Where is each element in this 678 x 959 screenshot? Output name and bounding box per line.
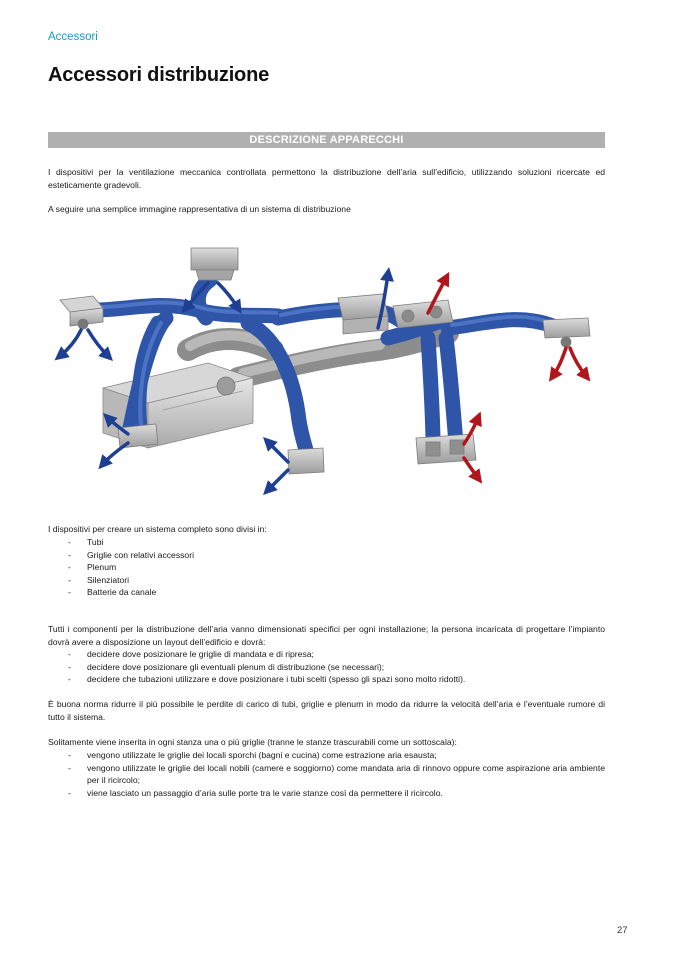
list-item: - decidere che tubazioni utilizzare e dove posizionare i tubi scelti (spesso gli spazi sono molto ridotti).	[68, 673, 605, 686]
list-item: - Plenum	[68, 561, 568, 574]
section-breadcrumb[interactable]: Accessori	[48, 31, 98, 43]
list-item: - Tubi	[68, 536, 568, 549]
sizing-list	[68, 648, 605, 686]
plenum-box	[543, 318, 590, 347]
components-list	[68, 536, 568, 599]
sizing-paragraph: Tutti i componenti per la distribuzione dell’aria vanno dimensionati specifici per ogni installazione; la persona incaricata di progettare l’impianto dovrà avere a disposizione un layout dell’edificio e dovrà:	[48, 624, 605, 647]
list-item: - Silenziatori	[68, 574, 568, 587]
pressure-loss-paragraph: È buona norma ridurre il più possibile le perdite di carico di tubi, griglie e plenum in modo da ridurre la velocità dell’aria e l’eventuale rumore di tutto il sistema.	[48, 699, 605, 722]
plenum-box	[60, 296, 103, 329]
list-item: - Griglie con relativi accessori	[68, 549, 568, 562]
section-band: DESCRIZIONE APPARECCHI	[48, 132, 605, 148]
list-item: - Batterie da canale	[68, 586, 568, 599]
list-item: - viene lasciato un passaggio d’aria sulle porte tra le varie stanze così da permettere il ricircolo.	[68, 787, 605, 800]
list-item: - decidere dove posizionare gli eventuali plenum di distribuzione (se necessari);	[68, 661, 605, 674]
page-number: 27	[617, 925, 628, 936]
illustration-caption: A seguire una semplice immagine rappresentativa di un sistema di distribuzione	[48, 204, 351, 214]
plenum-box	[191, 248, 238, 280]
components-intro: I dispositivi per creare un sistema completo sono divisi in:	[48, 524, 267, 534]
plenum-box	[288, 448, 324, 474]
rooms-list	[68, 749, 605, 799]
list-item: - vengono utilizzate le griglie dei locali nobili (camere e soggiorno) come mandata aria di rinnovo oppure come aspirazione aria ambiente per il ricircolo;	[68, 762, 605, 787]
rooms-paragraph: Solitamente viene inserita in ogni stanza una o più griglie (tranne le stanze trascurabili come un sottoscala):	[48, 737, 457, 747]
intro-paragraph: I dispositivi per la ventilazione meccanica controllata permettono la distribuzione dell’aria sull’edificio, utilizzando soluzioni ricercate ed esteticamente gradevoli.	[48, 167, 605, 190]
list-item: - vengono utilizzate le griglie dei locali sporchi (bagni e cucina) come estrazione aria esausta;	[68, 749, 605, 762]
list-item: - decidere dove posizionare le griglie di mandata e di ripresa;	[68, 648, 605, 661]
page-title: Accessori distribuzione	[48, 64, 270, 86]
ventilation-distribution-system-icon	[48, 238, 608, 500]
